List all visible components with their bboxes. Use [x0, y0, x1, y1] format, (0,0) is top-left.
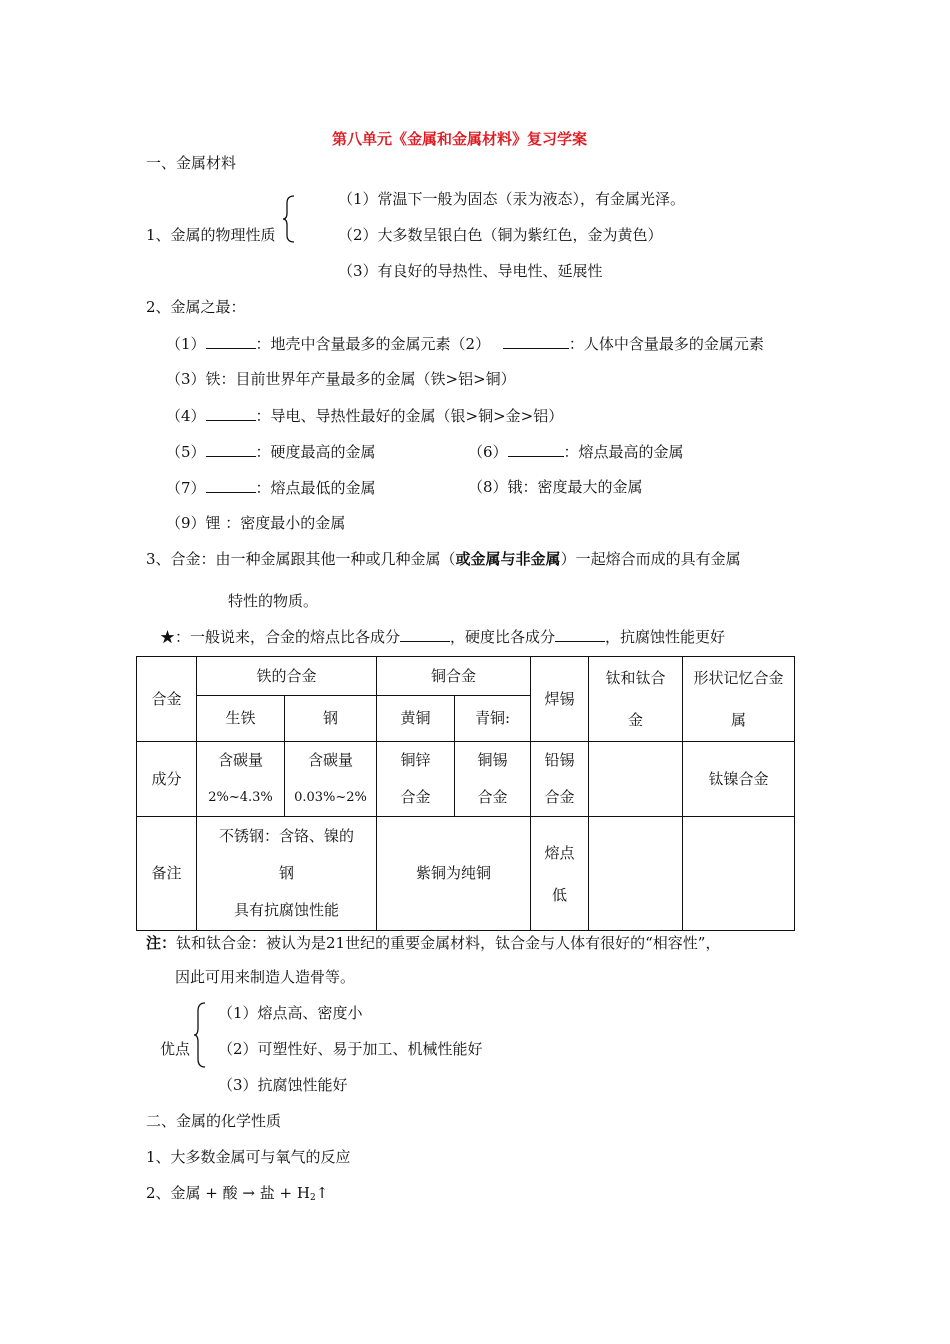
chemical-property-2 — [146, 1183, 328, 1208]
composition-pig-iron-line2: 2%~4.3% — [208, 790, 273, 805]
physical-property-1: （1）常温下一般为固态（汞为液态），有金属光泽。 — [338, 190, 686, 208]
composition-bronze-line2: 合金 — [477, 788, 508, 806]
composition-titanium — [589, 742, 683, 817]
note-copper-alloys: 紫铜为纯铜 — [377, 817, 531, 931]
answer-blank[interactable] — [206, 405, 256, 421]
advantages-label: 优点 — [160, 1040, 191, 1058]
composition-brass — [377, 742, 455, 817]
section-heading-metal-materials: 一、金属材料 — [146, 154, 237, 172]
answer-blank[interactable] — [555, 626, 605, 642]
star-note — [160, 626, 725, 647]
titanium-note-line2: 因此可用来制造人造骨等。 — [175, 968, 356, 986]
page-title: 第八单元《金属和金属材料》复习学案 — [332, 130, 588, 148]
titanium-note-text1: 钛和钛合金：被认为是21世纪的重要金属材料，钛合金与人体有很好的“相容性”， — [176, 934, 721, 952]
superlative-6-text: ：熔点最高的金属 — [563, 443, 684, 461]
note-titanium — [589, 817, 683, 931]
chemical-property-1: 1、大多数金属可与氧气的反应 — [146, 1148, 351, 1166]
star-note-c: ，抗腐蚀性能更好 — [605, 628, 726, 646]
header-shape-memory-line1: 形状记忆合金 — [693, 669, 784, 687]
composition-pig-iron — [197, 742, 285, 817]
note-iron-line1: 不锈钢：含铬、镍的 — [219, 827, 355, 845]
header-brass: 黄铜 — [377, 696, 455, 742]
reaction-subscript: 2 — [309, 1193, 316, 1203]
superlative-5-prefix: （5） — [166, 443, 206, 461]
note-iron-line2: 钢 — [279, 864, 295, 882]
left-brace-icon — [282, 195, 296, 243]
composition-shape-memory: 钛镍合金 — [683, 742, 795, 817]
physical-properties-label: 1、金属的物理性质 — [146, 226, 276, 244]
superlative-row-1 — [166, 333, 764, 354]
superlative-row-6 — [468, 441, 684, 462]
answer-blank[interactable] — [206, 333, 256, 349]
advantage-2: （2）可塑性好、易于加工、机械性能好 — [218, 1040, 483, 1058]
superlative-4-prefix: （4） — [166, 407, 206, 425]
answer-blank[interactable] — [400, 626, 450, 642]
row-composition-label: 成分 — [137, 742, 197, 817]
header-copper-alloys: 铜合金 — [377, 657, 531, 696]
superlative-7-text: ：熔点最低的金属 — [255, 479, 376, 497]
composition-bronze-line1: 铜锡 — [477, 751, 508, 769]
answer-blank[interactable] — [206, 477, 256, 493]
composition-bronze — [455, 742, 531, 817]
header-steel: 钢 — [285, 696, 377, 742]
advantage-1: （1）熔点高、密度小 — [218, 1004, 363, 1022]
superlative-6-prefix: （6） — [468, 443, 508, 461]
header-bronze: 青铜: — [455, 696, 531, 742]
titanium-note-label: 注： — [146, 934, 177, 952]
superlative-5-text: ：硬度最高的金属 — [255, 443, 376, 461]
superlative-1-prefix: （1） — [166, 335, 206, 353]
superlative-row-8: （8）锇：密度最大的金属 — [468, 478, 643, 496]
superlative-row-7 — [166, 477, 376, 498]
superlative-row-5 — [166, 441, 376, 462]
alloy-definition-suffix: ）一起熔合而成的具有金属 — [560, 550, 741, 568]
alloy-definition-bold: 或金属与非金属 — [455, 550, 561, 568]
composition-solder — [531, 742, 589, 817]
composition-steel-line2: 0.03%~2% — [294, 790, 367, 805]
composition-steel — [285, 742, 377, 817]
answer-blank[interactable] — [206, 441, 256, 457]
physical-property-2: （2）大多数呈银白色（铜为紫红色，金为黄色） — [338, 226, 663, 244]
answer-blank[interactable] — [503, 333, 569, 349]
header-shape-memory — [683, 657, 795, 742]
titanium-note — [146, 933, 720, 953]
advantage-3: （3）抗腐蚀性能好 — [218, 1076, 348, 1094]
superlative-row-4 — [166, 405, 563, 426]
composition-solder-line2: 合金 — [544, 788, 575, 806]
note-shape-memory — [683, 817, 795, 931]
note-solder — [531, 817, 589, 931]
note-solder-line2: 低 — [552, 885, 568, 904]
composition-solder-line1: 铅锡 — [544, 751, 575, 769]
composition-steel-line1: 含碳量 — [308, 751, 354, 769]
star-note-a: ★：一般说来，合金的熔点比各成分 — [160, 628, 401, 646]
superlatives-heading: 2、金属之最： — [146, 298, 246, 316]
header-alloy: 合金 — [137, 657, 197, 742]
star-note-b: ，硬度比各成分 — [450, 628, 556, 646]
composition-brass-line2: 合金 — [400, 788, 431, 806]
composition-brass-line1: 铜锌 — [400, 751, 431, 769]
header-titanium-line1: 钛和钛合 — [605, 669, 666, 687]
alloy-definition — [146, 549, 741, 569]
alloy-definition-prefix: 3、合金：由一种金属跟其他一种或几种金属（ — [146, 550, 456, 568]
physical-property-3: （3）有良好的导热性、导电性、延展性 — [338, 262, 603, 280]
note-iron-line3: 具有抗腐蚀性能 — [234, 901, 340, 919]
alloy-definition-line2: 特性的物质。 — [228, 592, 319, 610]
superlative-row-9: （9）锂 ：密度最小的金属 — [166, 514, 346, 532]
superlative-7-prefix: （7） — [166, 479, 206, 497]
answer-blank[interactable] — [508, 441, 564, 457]
header-iron-alloys: 铁的合金 — [197, 657, 377, 696]
header-solder: 焊锡 — [531, 657, 589, 742]
superlative-2-text: ：人体中含量最多的金属元素 — [568, 335, 764, 353]
reaction-equation: 2、金属 + 酸 → 盐 + H — [146, 1184, 310, 1202]
superlative-1-text: ：地壳中含量最多的金属元素（2） — [255, 335, 491, 353]
header-pig-iron: 生铁 — [197, 696, 285, 742]
note-solder-line1: 熔点 — [544, 843, 575, 862]
left-brace-icon — [193, 1002, 207, 1068]
note-iron-alloys — [197, 817, 377, 931]
header-titanium-line2: 金 — [628, 711, 644, 729]
row-note-label: 备注 — [137, 817, 197, 931]
header-shape-memory-line2: 属 — [731, 711, 747, 729]
alloy-table — [136, 656, 795, 931]
composition-pig-iron-line1: 含碳量 — [217, 751, 263, 769]
superlative-4-text: ：导电、导热性最好的金属（银>铜>金>铝） — [255, 407, 564, 425]
header-titanium — [589, 657, 683, 742]
section-heading-chemical-properties: 二、金属的化学性质 — [146, 1112, 282, 1130]
gas-arrow-icon: ↑ — [315, 1184, 329, 1202]
superlative-row-3: （3）铁：目前世界年产量最多的金属（铁>铝>铜） — [166, 370, 516, 388]
